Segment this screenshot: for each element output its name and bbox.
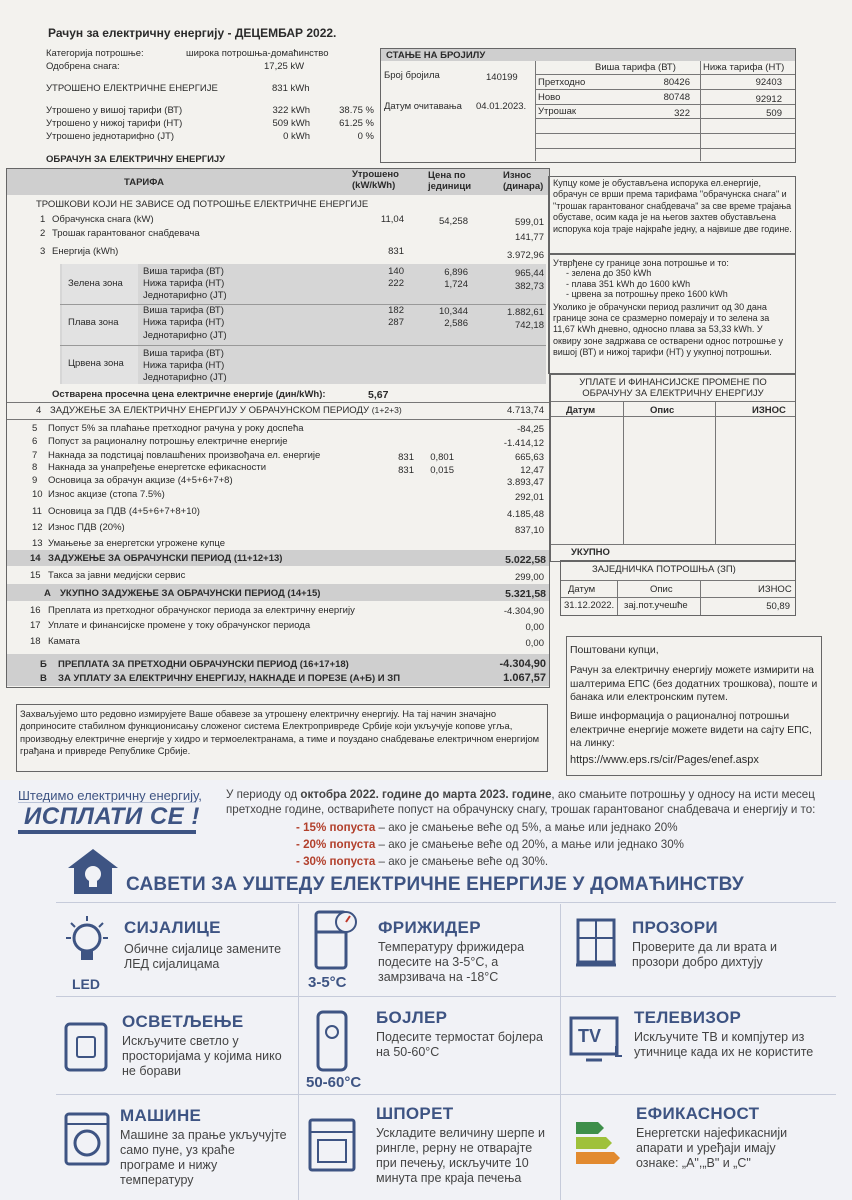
usage-kwh: 509 kWh <box>272 118 310 129</box>
row-amount: -4.304,90 <box>503 606 544 617</box>
col-tarifa: ТАРИФА <box>124 177 164 188</box>
row-price: 0,801 <box>430 452 454 463</box>
read-date-label: Датум очитавања <box>384 101 462 112</box>
row-label: Износ акцизе (стопа 7.5%) <box>48 489 165 500</box>
row-used: 831 <box>398 465 414 476</box>
payments-col: ИЗНОС <box>752 405 786 416</box>
row-num: 1 <box>40 214 46 225</box>
payments-box <box>550 374 796 562</box>
row-used: 831 <box>398 452 414 463</box>
note-suspension-text: Купцу коме је обустављена испорука ел.енергије, обрачун се врши према тарифама "обрачунска снага" и "трошак гарантованог снабдевача" за све време трајања обуставе, осим када је на његов захтев обустављена испорука која траје најкраће једну, а највише две године. <box>553 178 792 234</box>
rowA-label: УКУПНО ЗАДУЖЕЊЕ ЗА ОБРАЧУНСКИ ПЕРИОД (14+15) <box>60 588 321 599</box>
row-amount: 141,77 <box>514 232 544 243</box>
eps-link[interactable]: https://www.eps.rs/cir/Pages/enef.aspx <box>570 754 759 766</box>
tip-text: Подесите термостат бојлера на 50-60°С <box>376 1030 543 1059</box>
usage-kwh: 0 kWh <box>283 131 310 142</box>
col-price: Цена по јединици <box>428 170 472 192</box>
zone-used: 222 <box>388 278 404 289</box>
row-num: 15 <box>30 570 41 581</box>
row-label: Основица за ПДВ (4+5+6+7+8+10) <box>48 506 200 517</box>
zone-amount: 382,73 <box>514 281 544 292</box>
zone-row: Једнотарифно (ЈТ) <box>143 290 227 301</box>
tip-title: ПРОЗОРИ <box>632 918 718 937</box>
zone-row: Једнотарифно (ЈТ) <box>143 330 227 341</box>
zone-name: Зелена зона <box>68 278 123 289</box>
row-amount: -4.304,90 <box>499 658 546 670</box>
zone-price: 1,724 <box>444 279 468 290</box>
fixed-title: ТРОШКОВИ КОЈИ НЕ ЗАВИСЕ ОД ПОТРОШЊЕ ЕЛЕКТРИЧНЕ ЕНЕРГИЈЕ <box>36 199 369 210</box>
meter-row-label: Утрошак <box>538 106 577 117</box>
zone-used: 287 <box>388 317 404 328</box>
meter-no: 140199 <box>486 72 518 83</box>
light-switch-icon <box>62 1020 110 1074</box>
zone-name: Плава зона <box>68 317 119 328</box>
row-num: 13 <box>32 538 43 549</box>
tip-text: Искључите светло у просторијама у којима нико не борави <box>122 1034 282 1078</box>
common-desc: зај.пот.учешће <box>624 600 688 611</box>
meter-vt: 322 <box>674 108 690 119</box>
bill-title: Рачун за електричну енергију - ДЕЦЕМБАР 2022. <box>48 26 337 40</box>
zone-amount: 965,44 <box>514 268 544 279</box>
bulb-icon <box>60 914 114 972</box>
meter-vt: 80426 <box>663 77 690 88</box>
discount-30: - 30% попуста – ако је смањење веће од 30%. <box>296 855 549 868</box>
row-num: А <box>44 588 51 599</box>
row-amount: 665,63 <box>514 452 544 463</box>
avg-price-value: 5,67 <box>368 389 389 401</box>
discount-20: - 20% попуста – ако је смањење веће од 20%, а мање или једнако 30% <box>296 838 684 851</box>
tip-text: Машине за прање укључујте само пуне, уз краће програме и нижу температуру <box>120 1128 287 1187</box>
row-amount: 4.185,48 <box>507 509 544 520</box>
zone-row: Једнотарифно (ЈТ) <box>143 372 227 383</box>
row-num: 6 <box>32 436 38 447</box>
row-label: Умањење за енергетски угрожене купце <box>48 538 226 549</box>
meter-no-label: Број бројила <box>384 70 440 81</box>
tip-title: БОЈЛЕР <box>376 1008 448 1027</box>
fridge-icon <box>312 908 358 970</box>
row-price: 54,258 <box>438 216 468 227</box>
stove-icon <box>306 1116 358 1174</box>
col-used: Утрошено (kW/kWh) <box>352 169 399 191</box>
meter-title: СТАЊЕ НА БРОЈИЛУ <box>386 50 486 61</box>
meter-vt: 80748 <box>663 92 690 103</box>
meter-row-label: Ново <box>538 92 561 103</box>
tip-title: ОСВЕТЉЕЊЕ <box>122 1012 244 1031</box>
tip-title: ФРИЖИДЕР <box>378 918 481 937</box>
row-amount: 292,01 <box>514 492 544 503</box>
row-amount: 5.022,58 <box>505 554 546 566</box>
fridge-temp-label: 3-5°C <box>308 974 347 991</box>
window-icon <box>574 916 618 968</box>
row-num: В <box>40 673 47 684</box>
row-used: 11,04 <box>380 214 404 225</box>
tip-text: Температуру фрижидера подесите на 3-5°С, а замрзивача на -18°С <box>378 940 525 984</box>
meter-row-label: Претходно <box>538 77 586 88</box>
tip-text: Проверите да ли врата и прозори добро дихтују <box>632 940 778 969</box>
tip-text: Обичне сијалице замените ЛЕД сијалицама <box>124 942 282 971</box>
common-col: Датум <box>568 584 596 595</box>
tip-text: Ускладите величину шерпе и рингле, рерну не отварајте при печењу, искључите 10 минута пре краја печења <box>376 1126 546 1185</box>
row-amount: -84,25 <box>517 424 544 435</box>
promo-intro: У периоду од октобра 2022. године до марта 2023. године, ако смањите потрошњу у односу на исти месец претходне године, остварићете попуст на обрачунску снагу, трошак гарантованог снабдевача и енергију и то: <box>226 788 816 817</box>
row-num: 2 <box>40 228 46 239</box>
info-value: широка потрошња-домаћинство <box>186 48 329 59</box>
zone-row: Виша тарифа (ВТ) <box>143 266 224 277</box>
row-label: Енергија (kWh) <box>52 246 119 257</box>
zone-price: 2,586 <box>444 318 468 329</box>
row-label: Уплате и финансијске промене у току обрачунског периода <box>48 620 311 631</box>
tip-title: ЕФИКАСНОСТ <box>636 1104 760 1123</box>
row-num: 9 <box>32 475 38 486</box>
zone-row: Нижа тарифа (НТ) <box>143 360 225 371</box>
common-amount: 50,89 <box>766 601 790 612</box>
rowV-label: ЗА УПЛАТУ ЗА ЕЛЕКТРИЧНУ ЕНЕРГИЈУ, НАКНАДЕ И ПОРЕЗЕ (А+Б) И ЗП <box>58 673 401 684</box>
house-bulb-icon <box>64 846 122 896</box>
row-label: Трошак гарантованог снабдевача <box>52 228 200 239</box>
row-amount: 12,47 <box>520 465 544 476</box>
tip-title: ШПОРЕТ <box>376 1104 454 1123</box>
row-amount: 3.972,96 <box>507 250 544 261</box>
boiler-icon <box>314 1008 350 1074</box>
common-date: 31.12.2022. <box>564 600 615 611</box>
usage-pct: 61.25 % <box>339 118 374 129</box>
slogan-line1: Штедимо електричну енергију, <box>18 788 202 803</box>
thanks-text: Захваљујемо што редовно измирујете Ваше обавезе за утрошену електричну енергију. На тај начин значајно доприносите стабилном функционисању сложеног система Електропривреде Србије који укључује копове угља, производњу електричне енергије у хидро и термоелектранама, а тиме и поуздано снабдевање електричном енергијом грађана и привреде Републике Србије. <box>20 708 540 756</box>
zone-amount: 1.882,61 <box>507 307 544 318</box>
avg-price-label: Остварена просечна цена електричне енергије (дин/kWh): <box>52 389 326 400</box>
row-label: Обрачунска снага (kW) <box>52 214 154 225</box>
read-date: 04.01.2023. <box>476 101 527 112</box>
meter-col-vt: Виша тарифа (ВТ) <box>595 62 676 73</box>
row-label: Попуст 5% за плаћање претходног рачуна у року доспећа <box>48 423 304 434</box>
info-label: УТРОШЕНО ЕЛЕКТРИЧНЕ ЕНЕРГИЈЕ <box>46 83 218 94</box>
row4-label: ЗАДУЖЕЊЕ ЗА ЕЛЕКТРИЧНУ ЕНЕРГИЈУ У ОБРАЧУНСКОМ ПЕРИОДУ (1+2+3) <box>50 405 402 416</box>
zone-used: 140 <box>388 266 404 277</box>
row-price: 0,015 <box>430 465 454 476</box>
row-label: Накнада за подстицај повлашћених произвођача ел. енергије <box>48 450 321 461</box>
meter-nt: 92403 <box>755 77 782 88</box>
meter-nt: 509 <box>766 108 782 119</box>
tip-title: ТЕЛЕВИЗОР <box>634 1008 742 1027</box>
info-value: 17,25 kW <box>264 61 305 72</box>
row15-label: Такса за јавни медијски сервис <box>48 570 186 581</box>
tip-title: МАШИНЕ <box>120 1106 202 1125</box>
row-label: Износ ПДВ (20%) <box>48 522 125 533</box>
boiler-temp-label: 50-60°C <box>306 1074 362 1091</box>
row-label: Основица за обрачун акцизе (4+5+6+7+8) <box>48 475 233 486</box>
customer-p1: Рачун за електричну енергију можете измирити на шалтерима ЕПС (без додатних трошкова), поште и банака или електронским путем. <box>570 665 818 703</box>
row-amount: 0,00 <box>525 622 544 633</box>
row-label: Преплата из претходног обрачунског периода за електричну енергију <box>48 605 355 616</box>
row-amount: -1.414,12 <box>503 438 544 449</box>
row-amount: 5.321,58 <box>505 588 546 600</box>
tv-label: TV <box>578 1026 602 1046</box>
discount-15: - 15% попуста – ако је смањење веће од 5%, а мање или једнако 20% <box>296 821 678 834</box>
row-num: 11 <box>32 506 42 517</box>
usage-label: Утрошено у вишој тарифи (ВТ) <box>46 105 183 116</box>
row-num: 5 <box>32 423 38 434</box>
tip-text: Енергетски најефикаснији апарати и уређаји имају ознаке: „А",„В" и „С" <box>636 1126 788 1170</box>
customer-hello: Поштовани купци, <box>570 644 659 656</box>
row-amount: 299,00 <box>514 572 544 583</box>
rowB-label: ПРЕПЛАТА ЗА ПРЕТХОДНИ ОБРАЧУНСКИ ПЕРИОД (16+17+18) <box>58 659 349 670</box>
row-amount: 599,01 <box>514 217 544 228</box>
row-amount: 4.713,74 <box>507 405 544 416</box>
row-num: 4 <box>36 405 42 416</box>
zone-name: Црвена зона <box>68 358 124 369</box>
customer-p2: Више информација о рационалној потрошњи електричне енергије можете видети на сајту ЕПС, на линку: <box>570 711 812 749</box>
row-num: 12 <box>32 522 43 533</box>
row-amount: 1.067,57 <box>503 672 546 684</box>
usage-pct: 0 % <box>357 131 374 142</box>
row-num: 7 <box>32 450 38 461</box>
tips-title: САВЕТИ ЗА УШТЕДУ ЕЛЕКТРИЧНЕ ЕНЕРГИЈЕ У ДОМАЋИНСТВУ <box>126 874 744 895</box>
usage-label: Утрошено једнотарифно (ЈТ) <box>46 131 175 142</box>
row-num: 16 <box>30 605 41 616</box>
slogan-line2: ИСПЛАТИ СЕ ! <box>24 803 200 830</box>
note-zones-list: - зелена до 350 kWh - плава 351 kWh до 1600 kWh - црвена за потрошњу преко 1600 kWh <box>566 268 728 299</box>
zone-used: 182 <box>388 305 404 316</box>
row-num: 14 <box>30 553 41 564</box>
row-amount: 0,00 <box>525 638 544 649</box>
zone-row: Виша тарифа (ВТ) <box>143 348 224 359</box>
row-amount: 3.893,47 <box>507 477 544 488</box>
meter-col-nt: Нижа тарифа (НТ) <box>703 62 785 73</box>
row-label: Попуст за рационалну потрошњу електричне енергије <box>48 436 288 447</box>
zone-row: Нижа тарифа (НТ) <box>143 278 225 289</box>
info-label: Категорија потрошње: <box>46 48 144 59</box>
energy-label-icon <box>572 1116 632 1172</box>
row-used: 831 <box>388 246 404 257</box>
zone-price: 6,896 <box>444 267 468 278</box>
usage-pct: 38.75 % <box>339 105 374 116</box>
common-col: ИЗНОС <box>758 584 792 595</box>
meter-nt: 92912 <box>755 94 782 105</box>
payments-title: УПЛАТЕ И ФИНАНСИЈСКЕ ПРОМЕНЕ ПО ОБРАЧУНУ ЗА ЕЛЕКТРИЧНУ ЕНЕРГИЈУ <box>579 377 767 399</box>
row-num: Б <box>40 659 47 670</box>
zone-amount: 742,18 <box>514 320 544 331</box>
zone-price: 10,344 <box>438 306 468 317</box>
row-num: 8 <box>32 462 38 473</box>
row14-label: ЗАДУЖЕЊЕ ЗА ОБРАЧУНСКИ ПЕРИОД (11+12+13) <box>48 553 283 564</box>
usage-label: Утрошено у нижој тарифи (НТ) <box>46 118 183 129</box>
zone-row: Нижа тарифа (НТ) <box>143 317 225 328</box>
note-zones-tail: Уколико је обрачунски период различит од 30 дана границе зона се сразмерно померају и то зелена за 11,67 kWh дневно, односно плава за 53,33 kWh. У оквиру зоне задржава се остварени однос потрошње у вишој (ВТ) и нижој тарифи (НТ) у укупној потрошњи. <box>553 302 783 357</box>
row-num: 10 <box>32 489 43 500</box>
common-col: Опис <box>650 584 673 595</box>
zone-row: Виша тарифа (ВТ) <box>143 305 224 316</box>
info-label: Одобрена снага: <box>46 61 120 72</box>
usage-kwh: 322 kWh <box>272 105 310 116</box>
note-zones-intro: Утврђене су границе зона потрошње и то: <box>553 258 729 268</box>
row-num: 17 <box>30 620 41 631</box>
row-label: Накнада за унапређење енергетске ефикасности <box>48 462 267 473</box>
payments-col: Датум <box>566 405 596 416</box>
tip-title: СИЈАЛИЦЕ <box>124 918 221 937</box>
col-amount: Износ (динара) <box>503 170 544 192</box>
washing-machine-icon <box>62 1110 112 1168</box>
row-amount: 837,10 <box>514 525 544 536</box>
led-label: LED <box>72 976 100 992</box>
info-value: 831 kWh <box>272 83 310 94</box>
tip-text: Искључите ТВ и компјутер из утичнице када их не користите <box>634 1030 814 1059</box>
row-num: 18 <box>30 636 41 647</box>
row-num: 3 <box>40 246 46 257</box>
calc-title: ОБРАЧУН ЗА ЕЛЕКТРИЧНУ ЕНЕРГИЈУ <box>46 154 226 165</box>
payments-col: Опис <box>650 405 675 416</box>
common-title: ЗАЈЕДНИЧКА ПОТРОШЊА (ЗП) <box>592 564 736 575</box>
payments-total: УКУПНО <box>571 547 610 558</box>
row-label: Камата <box>48 636 80 647</box>
